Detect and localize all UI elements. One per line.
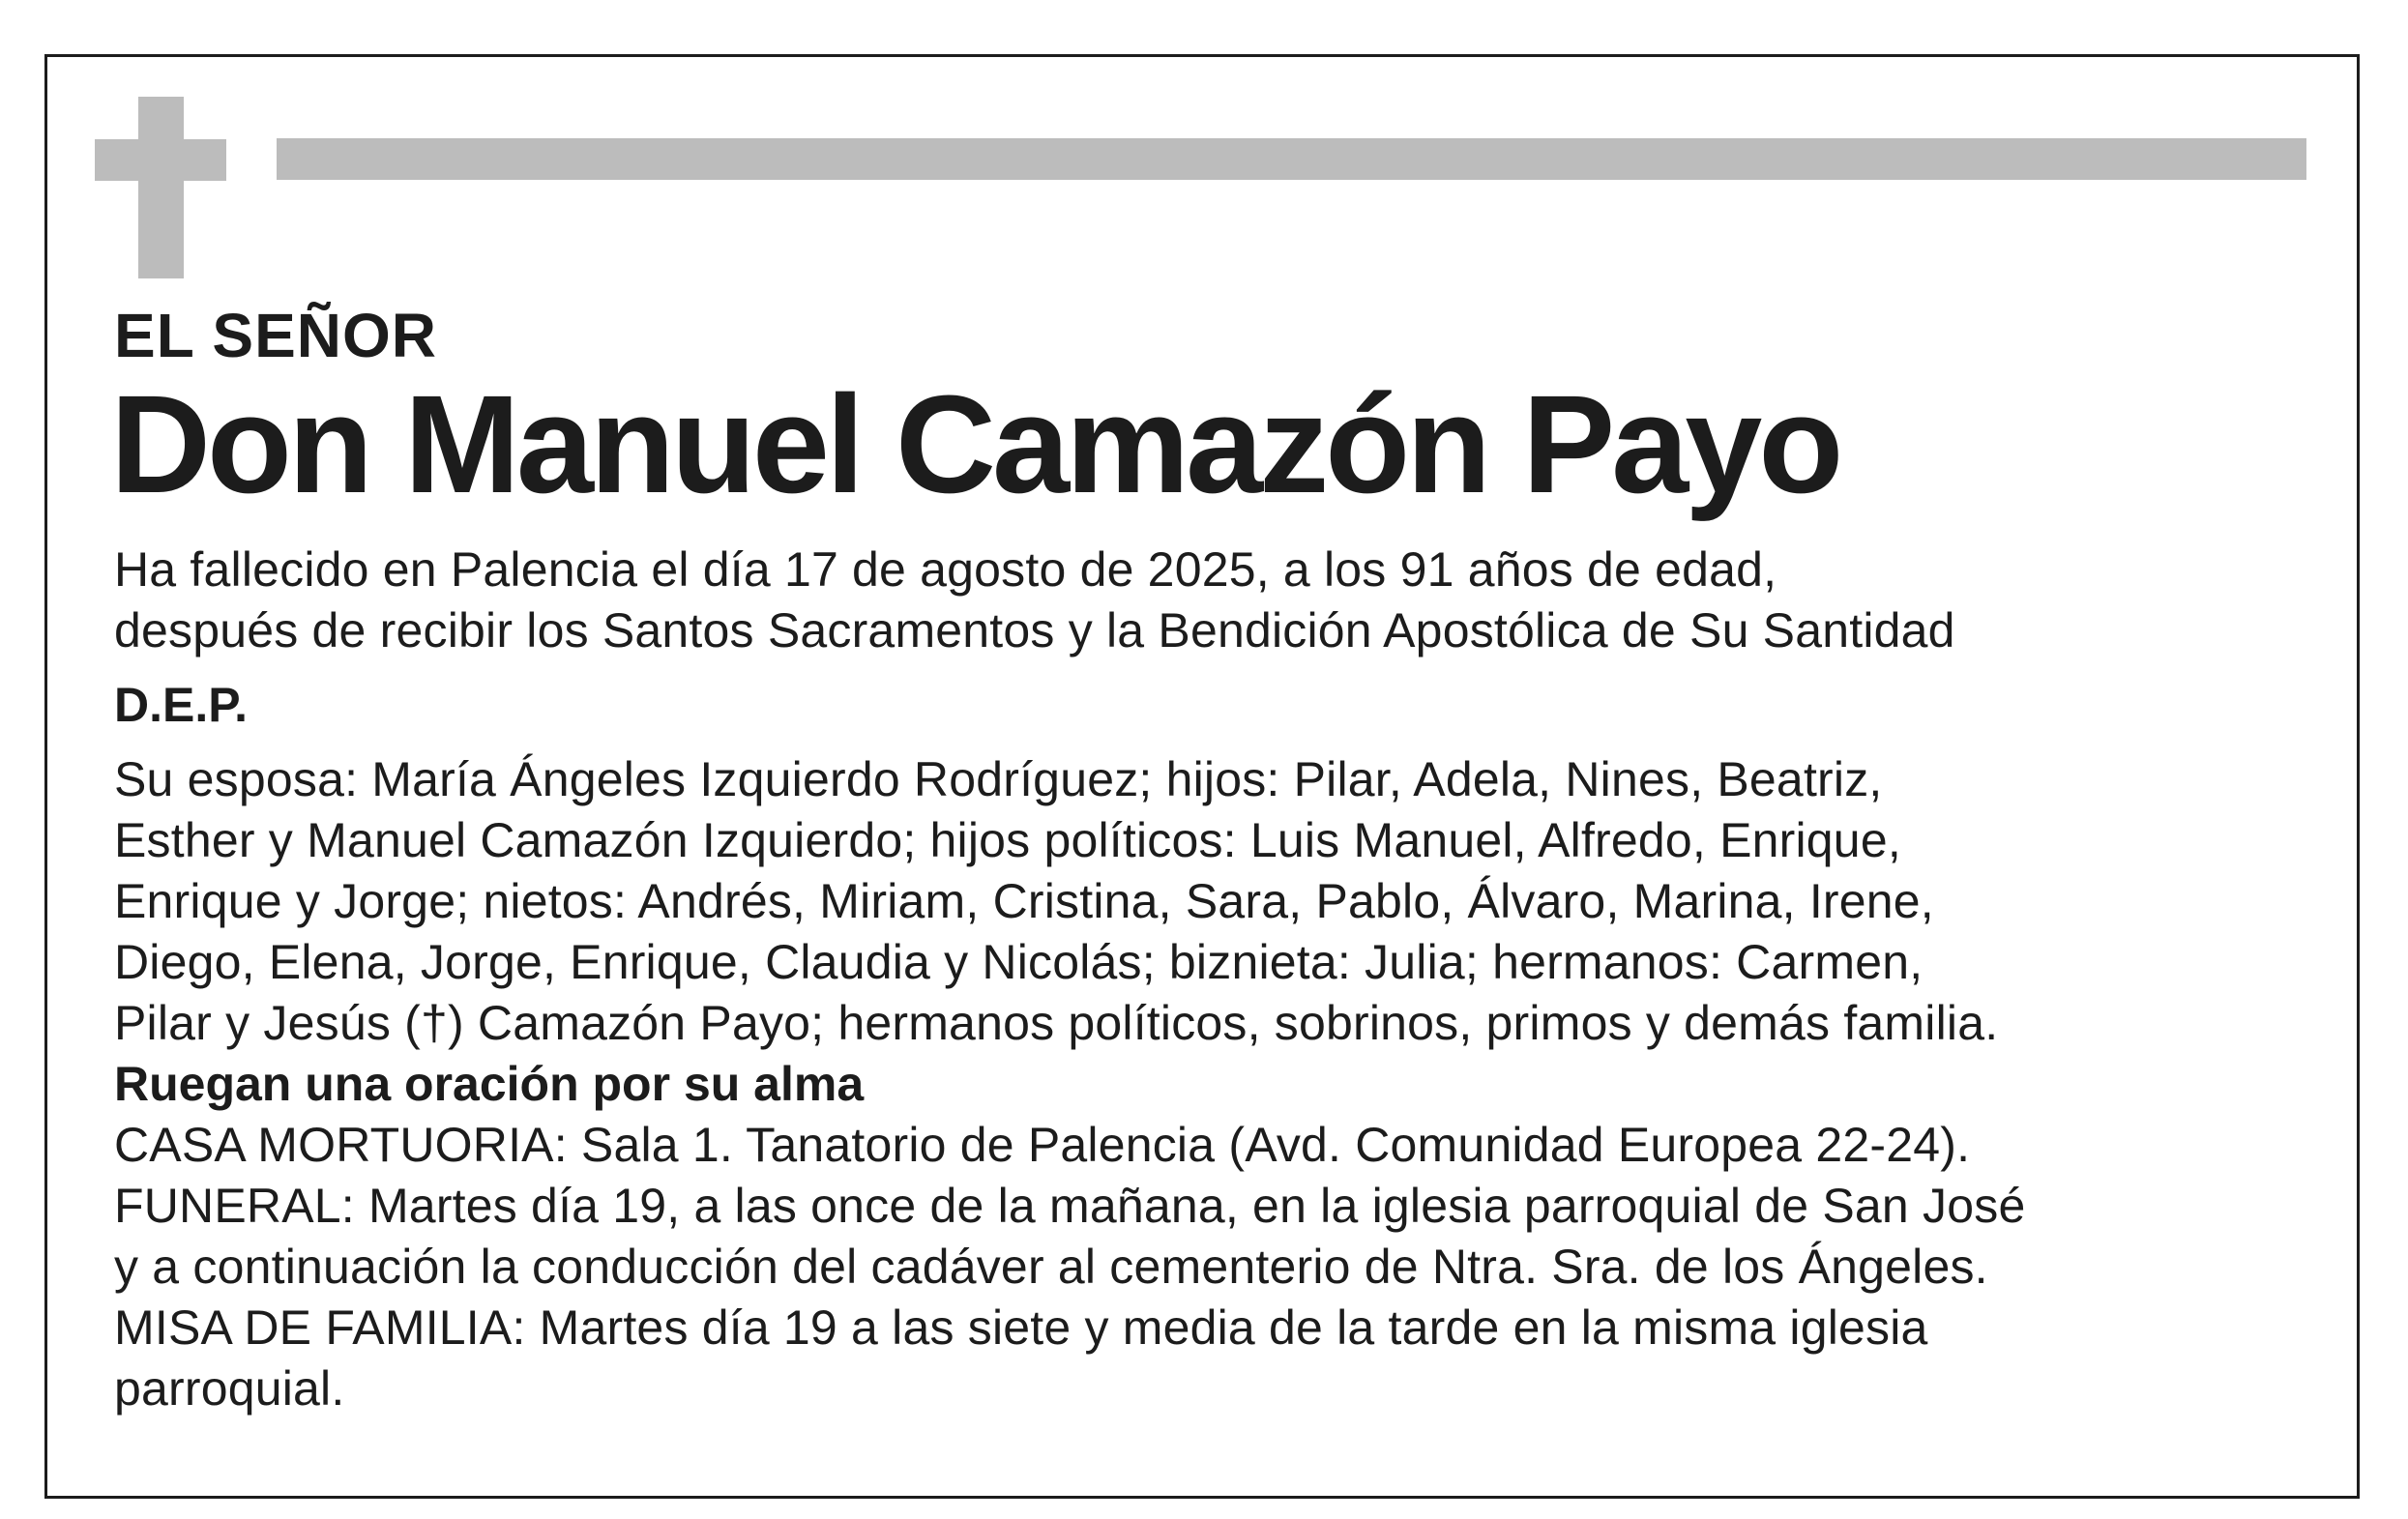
death-info xyxy=(114,540,2329,661)
services-line: CASA MORTUORIA: Sala 1. Tanatorio de Palencia (Avd. Comunidad Europea 22-24). xyxy=(114,1117,1971,1172)
prayer-request: Ruegan una oración por su alma xyxy=(114,1056,865,1111)
family-line: Pilar y Jesús (†) Camazón Payo; hermanos políticos, sobrinos, primos y demás familia. xyxy=(114,995,1999,1050)
services-info xyxy=(114,1115,2329,1419)
cross-icon-arm xyxy=(95,139,226,181)
dep-label: D.E.P. xyxy=(114,677,249,732)
services-line: y a continuación la conducción del cadáver al cementerio de Ntra. Sra. de los Ángeles. xyxy=(114,1239,1988,1294)
family-line: Su esposa: María Ángeles Izquierdo Rodríguez; hijos: Pilar, Adela, Nines, Beatriz, xyxy=(114,751,1883,806)
services-line: FUNERAL: Martes día 19, a las once de la mañana, en la iglesia parroquial de San José xyxy=(114,1178,2026,1233)
services-line: MISA DE FAMILIA: Martes día 19 a las siete y media de la tarde en la misma iglesia xyxy=(114,1300,1928,1355)
death-info-line: después de recibir los Santos Sacramentos y la Bendición Apostólica de Su Santidad xyxy=(114,602,1955,657)
header-rule xyxy=(277,138,2306,180)
death-info-line: Ha fallecido en Palencia el día 17 de agosto de 2025, a los 91 años de edad, xyxy=(114,541,1777,597)
deceased-name: Don Manuel Camazón Payo xyxy=(110,366,1840,523)
family-line: Diego, Elena, Jorge, Enrique, Claudia y Nicolás; biznieta: Julia; hermanos: Carmen, xyxy=(114,934,1923,989)
cross-icon xyxy=(138,97,184,278)
obituary-content xyxy=(110,301,2329,1419)
services-line: parroquial. xyxy=(114,1360,345,1416)
family-list xyxy=(114,749,2329,1054)
title-prefix: EL SEÑOR xyxy=(114,301,437,370)
family-line: Esther y Manuel Camazón Izquierdo; hijos políticos: Luis Manuel, Alfredo, Enrique, xyxy=(114,812,1901,867)
family-line: Enrique y Jorge; nietos: Andrés, Miriam, Cristina, Sara, Pablo, Álvaro, Marina, Irene, xyxy=(114,873,1934,928)
